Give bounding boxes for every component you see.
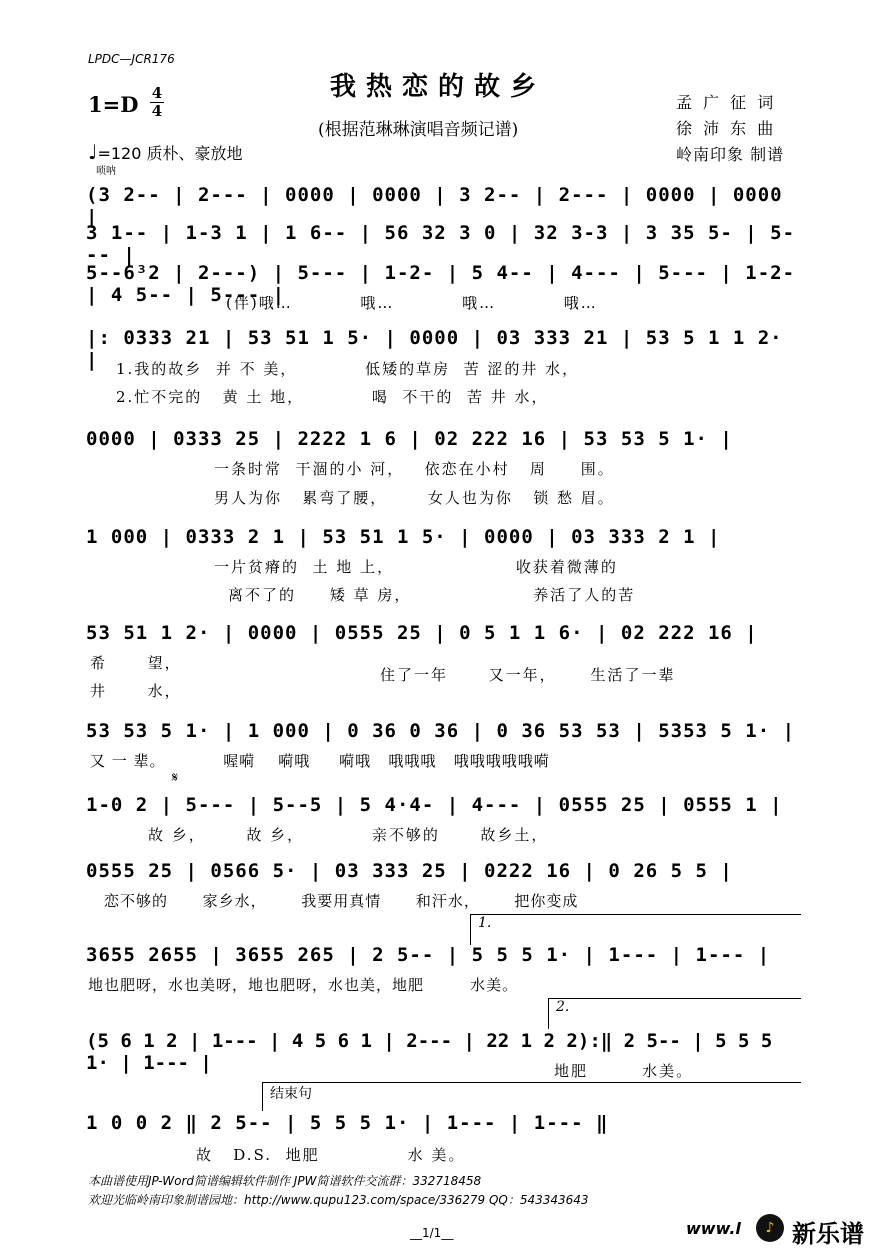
notes: 3655 2655 | 3655 265 | 2 5-- | 5 5 5 1· | 1--- | 1--- | <box>86 944 771 966</box>
footer-software-note: 本曲谱使用JP-Word简谱编辑软件制作 JPW简谱软件交流群：332718458 <box>88 1174 482 1188</box>
notes: 5--6³2 | 2---) | 5--- | 1-2- | 5 4-- | 4--- | 5--- | 1-2- | 4 5-- | 5--- | <box>86 262 796 306</box>
time-top: 4 <box>151 84 163 102</box>
score-row-8 <box>86 720 806 742</box>
notes: 0000 | 0333 25 | 2222 1 6 | 02 222 16 | 53 53 5 1· | <box>86 428 733 450</box>
time-bottom: 4 <box>151 102 163 120</box>
notes: 3 1-- | 1-3 1 | 1 6-- | 56 32 3 0 | 32 3-3 | 3 35 5- | 5--- | <box>86 222 796 266</box>
quarter-note-icon: ♩ <box>88 140 98 164</box>
notes: 53 53 5 1· | 1 000 | 0 36 0 36 | 0 36 53 53 | 5353 5 1· | <box>86 720 796 742</box>
lyrics-row-10: 恋不够的 家乡水， 我要用真情 和汗水， 把你变成 <box>104 892 579 910</box>
notes: 53 51 1 2· | 0000 | 0555 25 | 0 5 1 1 6· | 02 222 16 | <box>86 622 758 644</box>
lyrics-row-6-verse1: 一片贫瘠的 土 地 上， 收获着微薄的 <box>214 558 618 576</box>
lyricist-credit: 孟 广 征 词 <box>676 93 777 112</box>
segno-icon: 𝄋 <box>172 770 179 786</box>
lyrics-row-8: 又 一 辈。 喔嗬 嗬哦 嗬哦 哦哦哦 哦哦哦哦哦嗬 <box>90 752 550 770</box>
tempo-marking <box>88 140 242 164</box>
notes: (3 2-- | 2--- | 0000 | 0000 | 3 2-- | 2--- | 0000 | 0000 | <box>86 184 783 228</box>
score-row-13 <box>86 1112 806 1134</box>
song-subtitle: (根据范琳琳演唱音频记谱) <box>318 120 519 140</box>
notes: 0555 25 | 0566 5· | 03 333 25 | 0222 16 | 0 26 5 5 | <box>86 860 733 882</box>
instrument-label: 唢呐 <box>96 166 116 177</box>
lyrics-row-5-verse1: 一条时常 干涸的小 河， 依恋在小村 周 围。 <box>214 460 615 478</box>
arranger-credit: 岭南印象 制谱 <box>676 145 785 164</box>
score-row-6 <box>86 526 806 548</box>
score-row-2 <box>86 222 806 266</box>
notes: 1 0 0 2 ‖ 2 5-- | 5 5 5 1· | 1--- | 1--- ‖ <box>86 1112 609 1134</box>
page-number: __1/1__ <box>410 1226 454 1240</box>
notes: (5 6 1 2 | 1--- | 4 5 6 1 | 2--- | 22 1 2 2):‖ 2 5-- | 5 5 5 1· | 1--- | <box>86 1030 773 1074</box>
notes: 1-0 2 | 5--- | 5--5 | 5 4·4- | 4--- | 0555 25 | 0555 1 | <box>86 794 783 816</box>
score-row-5 <box>86 428 806 450</box>
lyrics-row-6-verse2: 离不了的 矮 草 房， 养活了人的苦 <box>228 586 636 604</box>
lyrics-row-7-verse2: 井 水， <box>90 682 182 700</box>
lyrics-row-9: 故 乡， 故 乡， 亲不够的 故乡土， <box>148 826 549 844</box>
lyrics-row-7-middle: 住了一年 又一年， 生活了一辈 <box>380 666 676 684</box>
composer-credit: 徐 沛 东 曲 <box>676 119 777 138</box>
volta-1-bracket <box>470 914 801 945</box>
tempo-text: =120 质朴、豪放地 <box>97 144 243 163</box>
volta-1-label: 1. <box>478 915 492 931</box>
notes: 1 000 | 0333 2 1 | 53 51 1 5· | 0000 | 03 333 2 1 | <box>86 526 721 548</box>
score-code: LPDC—JCR176 <box>88 52 175 66</box>
time-signature <box>150 86 164 119</box>
lyrics-row-13: 故 D.S. 地肥 水 美。 <box>196 1146 466 1164</box>
volta-2-label: 2. <box>556 999 570 1015</box>
page-number-text: 1/1 <box>422 1226 442 1240</box>
coda-label: 结束句 <box>270 1086 312 1102</box>
lyrics-row-12: 地肥 水美。 <box>554 1062 694 1080</box>
key-signature: 1=D <box>88 92 139 117</box>
footer-website-note: 欢迎光临岭南印象制谱园地：http://www.qupu123.com/space/336279 QQ：543343643 <box>88 1193 589 1207</box>
lyrics-row-3: (伴)哦… 哦… 哦… 哦… <box>226 294 598 312</box>
score-row-7 <box>86 622 806 644</box>
notes: |: 0333 21 | 53 51 1 5· | 0000 | 03 333 21 | 53 5 1 1 2· | <box>86 327 783 371</box>
score-row-12 <box>86 1030 806 1074</box>
brand-url[interactable]: www.l <box>686 1219 741 1238</box>
lyrics-row-11: 地也肥呀，水也美呀，地也肥呀，水也美，地肥 水美。 <box>88 976 519 994</box>
volta-2-bracket <box>548 998 801 1029</box>
brand-name: 新乐谱 <box>792 1220 864 1248</box>
score-row-11 <box>86 944 806 966</box>
score-row-9 <box>86 794 806 816</box>
lyrics-row-5-verse2: 男人为你 累弯了腰， 女人也为你 锁 愁 眉。 <box>214 489 615 507</box>
lyrics-row-7-verse1: 希 望， <box>90 654 182 672</box>
lyrics-row-4-verse1: 1.我的故乡 并 不 美， 低矮的草房 苦 涩的井 水， <box>116 360 580 378</box>
song-title: 我热恋的故乡 <box>330 72 547 102</box>
record-logo-icon: ♪ <box>756 1214 784 1242</box>
coda-bracket <box>262 1082 801 1111</box>
score-row-10 <box>86 860 806 882</box>
lyrics-row-4-verse2: 2.忙不完的 黄 土 地， 喝 不干的 苦 井 水， <box>116 388 549 406</box>
